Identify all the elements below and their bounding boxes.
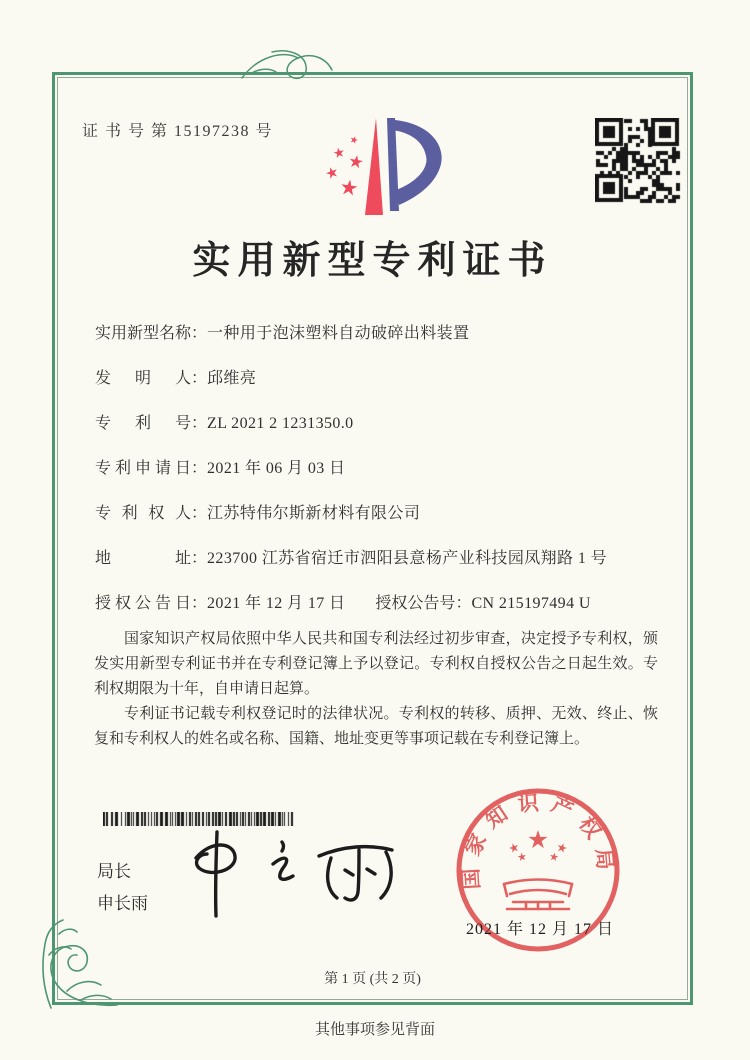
qr-code bbox=[595, 118, 681, 204]
field-colon: ： bbox=[191, 595, 208, 612]
field-label: 发明人 bbox=[95, 370, 191, 387]
field-colon: ： bbox=[191, 370, 208, 387]
field-row-name bbox=[95, 320, 673, 365]
field-row-patent-number bbox=[95, 410, 673, 455]
grant-number-value: CN 215197494 U bbox=[471, 595, 591, 612]
field-value: 2021 年 12 月 17 日 bbox=[207, 595, 346, 612]
field-row-inventor bbox=[95, 365, 673, 410]
field-colon: ： bbox=[191, 460, 208, 477]
field-value: 2021 年 06 月 03 日 bbox=[207, 460, 346, 477]
certificate-title: 实用新型专利证书 bbox=[192, 240, 553, 282]
signature-autograph-icon bbox=[185, 826, 400, 921]
legal-paragraph: 专利证书记载专利权登记时的法律状况。专利权的转移、质押、无效、终止、恢复和专利权人的姓名或名称、国籍、地址变更等事项记载在专利登记簿上。 bbox=[94, 706, 658, 747]
signer-block bbox=[97, 856, 148, 920]
certificate-number: 证 书 号 第 15197238 号 bbox=[82, 123, 274, 140]
legal-paragraph: 国家知识产权局依照中华人民共和国专利法经过初步审查，决定授予专利权，颁发实用新型专利证书并在专利登记簿上予以登记。专利权自授权公告之日起生效。专利权期限为十年，自申请日起算。 bbox=[94, 631, 658, 697]
field-value: 一种用于泡沫塑料自动破碎出料装置 bbox=[207, 325, 470, 342]
field-value: 江苏特伟尔斯新材料有限公司 bbox=[207, 505, 421, 522]
field-label: 实用新型名称 bbox=[95, 325, 192, 342]
barcode bbox=[103, 812, 295, 826]
field-colon: ： bbox=[455, 595, 472, 612]
seal-date: 2021 年 12 月 17 日 bbox=[465, 921, 614, 938]
field-label: 授权公告日 bbox=[95, 595, 191, 612]
field-value: 223700 江苏省宿迁市泗阳县意杨产业科技园凤翔路 1 号 bbox=[207, 550, 608, 567]
corner-flourish-icon bbox=[37, 918, 125, 1010]
field-row-address bbox=[95, 545, 673, 590]
signer-name: 申长雨 bbox=[97, 894, 148, 913]
field-label: 专利申请日 bbox=[95, 460, 191, 477]
grant-number-label: 授权公告号 bbox=[375, 595, 456, 612]
field-colon: ： bbox=[191, 550, 208, 567]
field-label: 地址 bbox=[95, 550, 191, 567]
field-value: ZL 2021 2 1231350.0 bbox=[207, 415, 354, 432]
seal-text: 国家知识产权局 bbox=[458, 790, 619, 891]
cnipa-logo-icon bbox=[303, 108, 453, 228]
legal-text bbox=[94, 627, 658, 752]
page-indicator: 第 1 页 (共 2 页) bbox=[324, 972, 421, 987]
field-colon: ： bbox=[191, 415, 208, 432]
seal-emblem-icon bbox=[504, 830, 572, 909]
field-list bbox=[95, 320, 673, 635]
top-border-flourish-icon bbox=[240, 46, 336, 88]
field-label: 专利号 bbox=[95, 415, 191, 432]
field-value: 邱维亮 bbox=[207, 370, 257, 387]
signer-title: 局长 bbox=[97, 862, 131, 881]
field-row-filing-date bbox=[95, 455, 673, 500]
field-colon: ： bbox=[191, 325, 208, 342]
field-colon: ： bbox=[191, 505, 208, 522]
field-label: 专利权人 bbox=[95, 505, 191, 522]
field-row-patentee bbox=[95, 500, 673, 545]
back-note: 其他事项参见背面 bbox=[314, 1022, 435, 1038]
